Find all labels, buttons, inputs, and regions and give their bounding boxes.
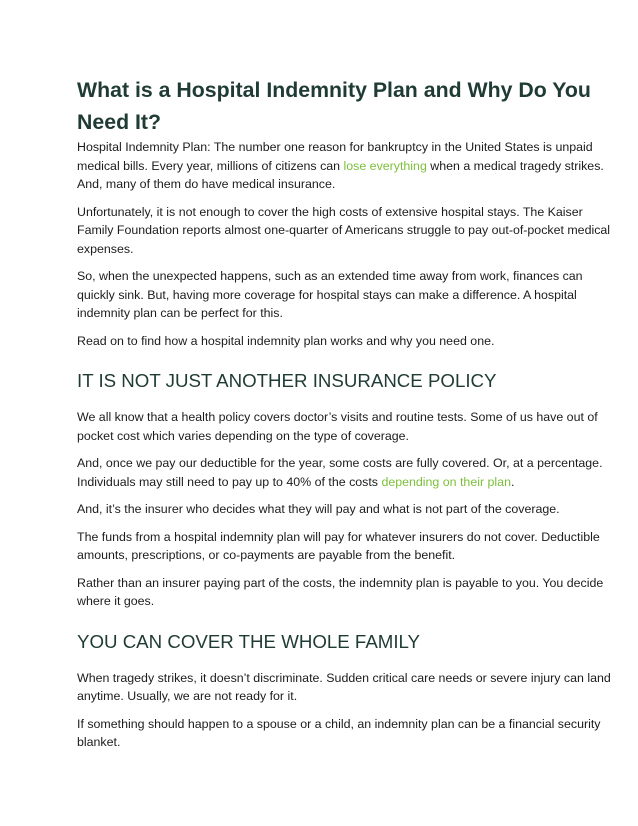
section-2-paragraph-1: When tragedy strikes, it doesn’t discriminate. Sudden critical care needs or severe injury can land anytime. Usually, we are not ready for it. (77, 670, 611, 703)
intro-p1-text-after: when a medical tragedy strikes. And, many of them do have medical insurance. (77, 158, 604, 191)
intro-paragraph-4: Read on to find how a hospital indemnity plan works and why you need one. (77, 333, 495, 348)
intro-p1-text-before: Hospital Indemnity Plan: The number one reason for bankruptcy in the United States is unpaid medical bills. Every year, millions of citizens can (77, 140, 593, 173)
section-1-paragraph-2 (77, 454, 619, 491)
intro-paragraph-2: Unfortunately, it is not enough to cover the high costs of extensive hospital stays. The Kaiser Family Foundation reports almost one-quarter of Americans struggle to pay out-of-pocket medical expenses. (77, 204, 611, 256)
section-1-p2-text-before: And, once we pay our deductible for the year, some costs are fully covered. Or, at a percentage. Individuals may still need to pay up to 40% of the costs (77, 456, 603, 489)
article-title: What is a Hospital Indemnity Plan and Why Do You Need It? (77, 78, 591, 134)
section-1-paragraph-5: Rather than an insurer paying part of the costs, the indemnity plan is payable to you. You decide where it goes. (77, 575, 604, 608)
depending-on-their-plan-link[interactable]: depending on their plan (381, 474, 511, 489)
section-1-heading: IT IS NOT JUST ANOTHER INSURANCE POLICY (77, 370, 497, 391)
section-1-p2-text-after: . (510, 474, 515, 489)
intro-paragraph-3: So, when the unexpected happens, such as an extended time away from work, finances can quickly sink. But, having more coverage for hospital stays can make a difference. A hospital indemnity plan can be perfect for this. (77, 269, 583, 320)
document-page (77, 74, 619, 752)
section-1-paragraph-1: We all know that a health policy covers doctor’s visits and routine tests. Some of us have out of pocket cost which varies depending on the type of coverage. (77, 410, 598, 443)
section-2-heading: YOU CAN COVER THE WHOLE FAMILY (77, 630, 421, 652)
lose-everything-link[interactable]: lose everything (343, 158, 427, 173)
section-1-paragraph-4: The funds from a hospital indemnity plan will pay for whatever insurers do not cover. Deductible amounts, prescriptions, or co-payments are payable from the benefit. (77, 529, 600, 562)
section-2-paragraph-2: If something should happen to a spouse or a child, an indemnity plan can be a financial security blanket. (77, 716, 601, 749)
section-1-paragraph-3: And, it’s the insurer who decides what they will pay and what is not part of the coverage. (77, 502, 560, 516)
intro-paragraph-1 (77, 138, 619, 194)
